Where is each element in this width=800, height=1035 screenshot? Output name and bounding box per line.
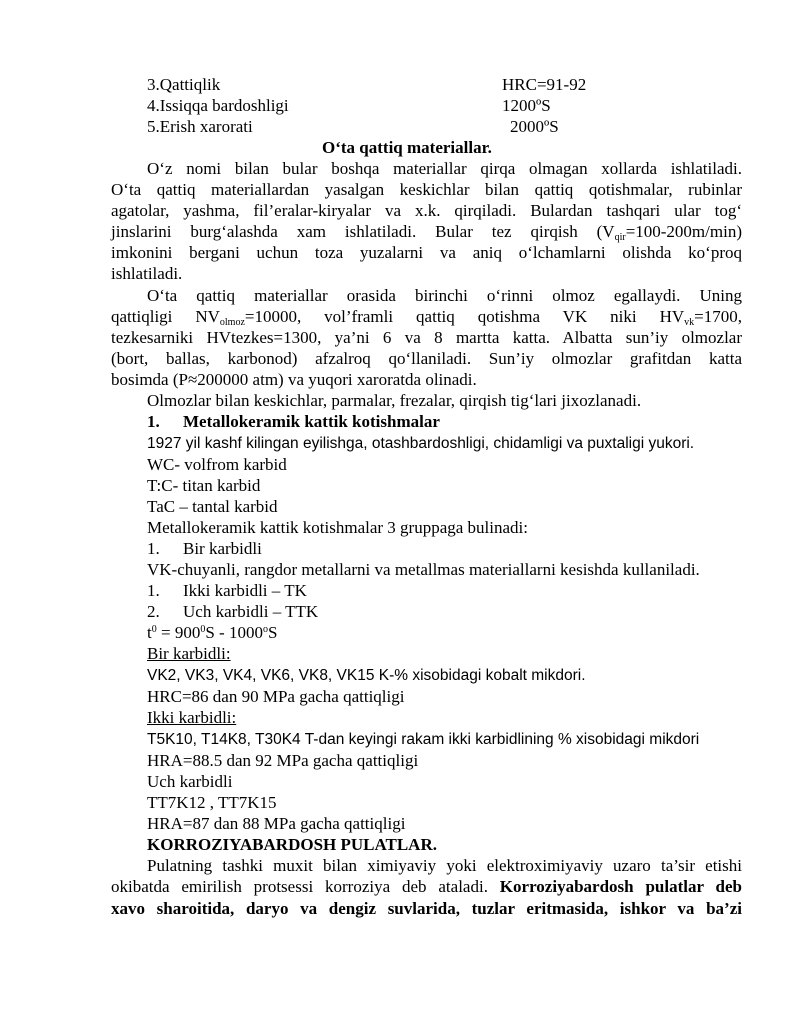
paragraph-line: (bort, ballas, karbonod) afzalroq qo‘llaniladi. Sun’iy olmozlar grafitdan katta <box>111 349 742 368</box>
paragraph-line: Olmozlar bilan keskichlar, parmalar, frezalar, qirqish tig‘lari jixozlanadi. <box>147 391 642 410</box>
list-item: Uch karbidli – TTK <box>183 602 319 621</box>
subheading-bir: Bir karbidli: <box>147 644 231 663</box>
sans-line: 1927 yil kashf kilingan eyilishga, otashbardoshligi, chidamligi va puxtaligi yukori. <box>147 435 695 452</box>
prop-value: HRC=91-92 <box>502 75 587 94</box>
prop-name: 5.Erish xarorati <box>147 117 253 136</box>
section-title: Metallokeramik kattik kotishmalar <box>183 412 440 431</box>
paragraph-line: jinslarini burg‘alashda xam ishlatiladi. Bular tez qirqish $(V_{qir}=100-200m/\min)$ <box>111 222 742 243</box>
subheading-uch: Uch karbidli <box>147 772 233 791</box>
heading-ota-qattiq: O‘ta qattiq materiallar. <box>322 138 492 157</box>
vk-line: VK-chuyanli, rangdor metallarni va metallmas materiallarni kesishda kullaniladi. <box>147 560 700 579</box>
subheading-ikki: Ikki karbidli: <box>147 708 237 727</box>
paragraph-line: qattiqligi $NV_{olmoz}=10000$, vol’framli qattiq qotishma VK niki $HV_{vk}=1700$, <box>111 307 742 328</box>
sans-line: VK2, VK3, VK4, VK6, VK8, VK15 K-% xisobidagi kobalt mikdori. <box>147 667 586 684</box>
paragraph-line: okibatda emirilish protsessi korroziya deb ataladi. Korroziyabardosh pulatlar deb <box>111 877 742 896</box>
carbide-line: TaC – tantal karbid <box>147 497 278 516</box>
heading-korroziyabardosh: KORROZIYABARDOSH PULATLAR. <box>147 835 437 854</box>
list-item: Bir karbidli <box>183 539 262 558</box>
codes-line: TT7K12 , TT7K15 <box>147 793 277 812</box>
paragraph-line: O‘z nomi bilan bular boshqa materiallar qirqa olmagan xollarda ishlatiladi. <box>147 159 742 178</box>
prop-value: 2000ºS <box>510 117 559 136</box>
paragraph-line: O‘ta qattiq materiallardan yasalgan keskichlar bilan qattiq qotishmalar, rubinlar <box>111 180 742 199</box>
hardness-line: HRC=86 dan 90 MPa gacha qattiqligi <box>147 687 405 706</box>
paragraph-line: imkonini bergani uchun toza yuzalarni va aniq o‘lchamlarni olishda ko‘proq <box>111 243 742 262</box>
list-number: 1. <box>147 539 160 558</box>
prop-name: 4.Issiqqa bardoshligi <box>147 96 289 115</box>
prop-value: 1200ºS <box>502 96 551 115</box>
paragraph-line: bosimda (P≈200000 atm) va yuqori xaroratda olinadi. <box>111 370 477 389</box>
section-number: 1. <box>147 412 160 431</box>
sans-line: T5K10, T14K8, T30K4 T-dan keyingi rakam ikki karbidlining % xisobidagi mikdori <box>147 731 700 748</box>
list-item: Ikki karbidli – TK <box>183 581 307 600</box>
carbide-line: T:C- titan karbid <box>147 476 261 495</box>
paragraph-line: ishlatiladi. <box>111 264 183 283</box>
paragraph-line: xavo sharoitida, daryo va dengiz suvlarida, tuzlar eritmasida, ishkor va ba’zi <box>111 899 742 918</box>
paragraph-line: tezkesarniki HVtezkes=1300, ya’ni 6 va 8 martta katta. Albatta sun’iy olmozlar <box>111 328 742 347</box>
hardness-line: HRA=87 dan 88 MPa gacha qattiqligi <box>147 814 406 833</box>
carbide-line: WC- volfrom karbid <box>147 455 287 474</box>
groups-line: Metallokeramik kattik kotishmalar 3 gruppaga bulinadi: <box>147 518 528 537</box>
prop-name: 3.Qattiqlik <box>147 75 221 94</box>
list-number: 2. <box>147 602 160 621</box>
list-number: 1. <box>147 581 160 600</box>
temperature-line: $t^0 = 900^0S - 1000^oS$ <box>147 623 278 642</box>
paragraph-line: O‘ta qattiq materiallar orasida birinchi o‘rinni olmoz egallaydi. Uning <box>147 286 742 305</box>
paragraph-line: agatolar, yashma, fil’eralar-kiryalar va x.k. qirqiladi. Bulardan tashqari ular tog‘ <box>111 201 742 220</box>
paragraph-line: Pulatning tashki muxit bilan ximiyaviy yoki elektroximiyaviy uzaro ta’sir etishi <box>147 856 742 875</box>
hardness-line: HRA=88.5 dan 92 MPa gacha qattiqligi <box>147 751 419 770</box>
